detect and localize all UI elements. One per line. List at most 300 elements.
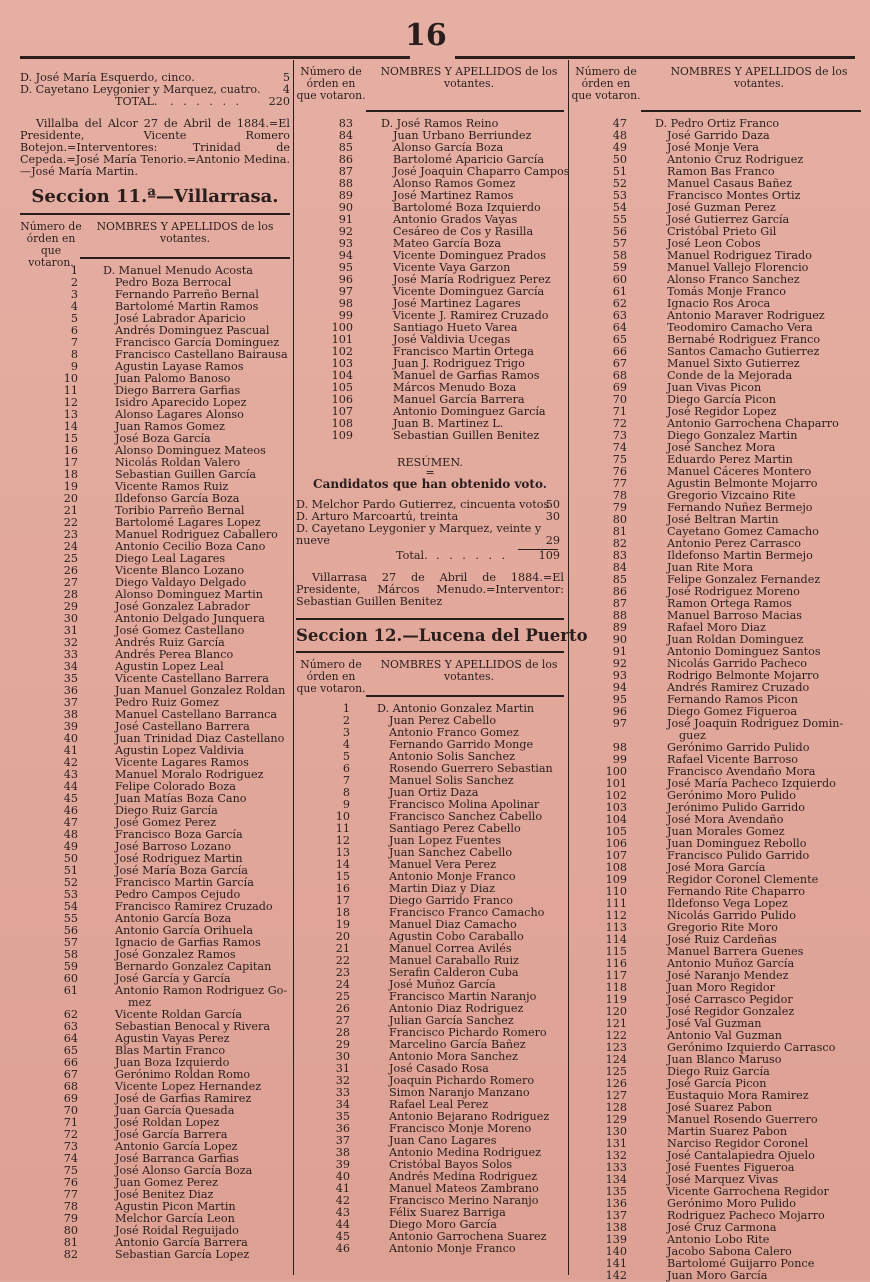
voter-name: Alonso Dominguez Mateos <box>115 444 266 457</box>
voter-order-number: 98 <box>338 297 353 310</box>
voter-name: Felipe Colorado Boza <box>115 780 236 793</box>
voter-order-number: 38 <box>335 1146 350 1159</box>
voter-order-number: 101 <box>605 777 627 790</box>
voter-name: Isidro Aparecido Lopez <box>115 396 247 409</box>
voter-name: Francisco Pichardo Romero <box>389 1026 547 1039</box>
voter-order-number: 90 <box>612 633 627 646</box>
voter-name: Vicente Lopez Hernandez <box>115 1080 262 1093</box>
voter-order-number: 131 <box>605 1137 627 1150</box>
voter-name: José Marquez Vivas <box>667 1173 779 1186</box>
voter-order-number: 92 <box>338 225 353 238</box>
voter-order-number: 63 <box>63 1020 78 1033</box>
voter-order-number: 126 <box>605 1077 627 1090</box>
voter-order-number: 69 <box>63 1092 78 1105</box>
voter-order-number: 17 <box>335 894 350 907</box>
voter-name: Alonso García Boza <box>393 141 504 154</box>
voter-name: Tomás Monje Franco <box>667 285 786 298</box>
voter-name: Sebastian Benocal y Rivera <box>115 1020 271 1033</box>
voter-order-number: 14 <box>63 420 78 433</box>
voter-order-number: 72 <box>63 1128 78 1141</box>
voter-name: Sebastian Guillen Benitez <box>393 429 540 442</box>
voter-order-number: 77 <box>63 1188 78 1201</box>
voter-name: José Joaquin Chaparro Campos <box>393 165 570 178</box>
voter-order-number: 142 <box>605 1269 627 1282</box>
voter-order-number: 122 <box>605 1029 627 1042</box>
voter-order-number: 53 <box>63 888 78 901</box>
voter-order-number: 7 <box>342 774 350 787</box>
voter-order-number: 68 <box>612 369 627 382</box>
voter-order-number: 138 <box>605 1221 627 1234</box>
voter-order-number: 18 <box>335 906 350 919</box>
voter-row <box>20 1249 290 1261</box>
voter-order-number: 10 <box>63 372 78 385</box>
voter-order-number: 20 <box>335 930 350 943</box>
candidate-votes: 29 <box>545 534 560 547</box>
voter-order-number: 109 <box>331 429 353 442</box>
header-order-number: Número de órden en que votaron. <box>571 65 641 102</box>
voter-name: Manuel Sixto Gutierrez <box>667 357 800 370</box>
voter-name: Francisco Castellano Bairausa <box>115 348 288 361</box>
voter-name: Juan Palomo Banoso <box>115 372 231 385</box>
voter-order-number: 136 <box>605 1197 627 1210</box>
voter-order-number: 91 <box>338 213 353 226</box>
voter-name: Andrés Dominguez Pascual <box>115 324 270 337</box>
candidate-text: nueve <box>296 534 330 547</box>
voter-order-number: 28 <box>335 1026 350 1039</box>
header-names: NOMBRES Y APELLIDOS de los votantes. <box>670 65 848 90</box>
voter-name: José Sanchez Mora <box>667 441 776 454</box>
voter-order-number: 26 <box>63 564 78 577</box>
voter-name: Francisco Avendaño Mora <box>667 765 816 778</box>
voter-order-number: 141 <box>605 1257 627 1270</box>
voter-order-number: 58 <box>612 249 627 262</box>
voter-order-number: 104 <box>605 813 627 826</box>
voter-name: Julian García Sanchez <box>389 1014 514 1027</box>
voter-name: Juan Morales Gomez <box>667 825 785 838</box>
voter-name: Nicolás Garrido Pulido <box>667 909 797 922</box>
voter-order-number: 120 <box>605 1005 627 1018</box>
voter-name: Francisco Montes Ortiz <box>667 189 801 202</box>
candidate-text: D. Cayetano Leygonier y Marquez, veinte y <box>296 522 542 535</box>
voter-name: Ramon Bas Franco <box>667 165 775 178</box>
voter-name: Juan Trinidad Diaz Castellano <box>115 732 285 745</box>
column-header <box>296 653 564 695</box>
voter-name: Antonio Lobo Rite <box>667 1233 770 1246</box>
voter-order-number: 23 <box>335 966 350 979</box>
voter-name: Rodriguez Pacheco Mojarro <box>667 1209 825 1222</box>
voter-name: Fernando Parreño Bernal <box>115 288 259 301</box>
voter-order-number: 30 <box>63 612 78 625</box>
voter-order-number: 61 <box>63 984 78 997</box>
voter-order-number: 23 <box>63 528 78 541</box>
voter-order-number: 59 <box>63 960 78 973</box>
voter-name: José Boza García <box>115 432 211 445</box>
voter-name: Diego Ruiz García <box>667 1065 770 1078</box>
voter-name: José Fuentes Figueroa <box>667 1161 795 1174</box>
candidate-text: D. Melchor Pardo Gutierrez, cincuenta votos <box>296 498 550 511</box>
voter-name: Manuel Correa Avilés <box>389 942 512 955</box>
voter-order-number: 123 <box>605 1041 627 1054</box>
voter-order-number: 20 <box>63 492 78 505</box>
column-header <box>20 215 290 269</box>
top-rule-left <box>20 56 410 59</box>
voter-order-number: 88 <box>338 177 353 190</box>
voter-name: Agustin Vayas Perez <box>115 1032 230 1045</box>
voter-order-number: 99 <box>612 753 627 766</box>
voter-order-number: 18 <box>63 468 78 481</box>
voter-name: Francisco Molina Apolinar <box>389 798 540 811</box>
voter-order-number: 107 <box>331 405 353 418</box>
voter-name: Bartolomé Guijarro Ponce <box>667 1257 815 1270</box>
voter-order-number: 9 <box>70 360 78 373</box>
voter-order-number: 56 <box>63 924 78 937</box>
voter-order-number: 58 <box>63 948 78 961</box>
voter-order-number: 41 <box>63 744 78 757</box>
voter-order-number: 22 <box>63 516 78 529</box>
voter-order-number: 66 <box>63 1056 78 1069</box>
voter-name: Ildefonso Vega Lopez <box>667 897 788 910</box>
voter-name: José María Rodriguez Perez <box>393 273 551 286</box>
voter-order-number: 79 <box>63 1212 78 1225</box>
voter-order-number: 12 <box>63 396 78 409</box>
column-header <box>571 60 861 110</box>
voter-name: Vicente Vaya Garzon <box>393 261 511 274</box>
voter-order-number: 40 <box>63 732 78 745</box>
voter-order-number: 125 <box>605 1065 627 1078</box>
voter-order-number: 3 <box>342 726 350 739</box>
voter-name: Sebastian García Lopez <box>115 1248 250 1261</box>
voter-name: Antonio Medina Rodriguez <box>389 1146 541 1159</box>
voter-name: Cristóbal Bayos Solos <box>389 1158 513 1171</box>
voter-name: Antonio Bejarano Rodriguez <box>389 1110 550 1123</box>
voter-order-number: 140 <box>605 1245 627 1258</box>
voter-name: Ramon Ortega Ramos <box>667 597 792 610</box>
voter-name: Juan Blanco Maruso <box>667 1053 782 1066</box>
voter-order-number: 2 <box>342 714 350 727</box>
voter-name: Manuel Solis Sanchez <box>389 774 514 787</box>
voter-name: José Leon Cobos <box>667 237 761 250</box>
voter-name: José Labrador Aparicio <box>115 312 246 325</box>
voter-name: Pedro Campos Cejudo <box>115 888 241 901</box>
voter-name: Antonio García Orihuela <box>115 924 253 937</box>
voter-order-number: 35 <box>335 1110 350 1123</box>
voter-name: Agustin Lopez Valdivia <box>115 744 245 757</box>
voter-name: José María Boza García <box>115 864 248 877</box>
voter-order-number: 9 <box>342 798 350 811</box>
voter-name: Márcos Menudo Boza <box>393 381 517 394</box>
voter-name: José Gonzalez Ramos <box>115 948 236 961</box>
voter-name: Juan Moro Regidor <box>667 981 775 994</box>
voter-order-number: 90 <box>338 201 353 214</box>
voter-order-number: 63 <box>612 309 627 322</box>
voter-order-number: 105 <box>331 381 353 394</box>
voter-order-number: 12 <box>335 834 350 847</box>
voter-order-number: 52 <box>612 177 627 190</box>
voter-order-number: 15 <box>335 870 350 883</box>
voter-order-number: 11 <box>335 822 350 835</box>
voter-order-number: 8 <box>70 348 78 361</box>
voter-order-number: 117 <box>605 969 627 982</box>
voter-order-number: 21 <box>335 942 350 955</box>
middle-column: Número de órden en que votaron. NOMBRES Y APELLIDOS de los votantes. 83 D. José Ramos Reino 84 Juan Urbano Berriundez 85 Alonso García Boza 86 Bartolomé Aparicio García 87 José Joaquin Chaparro Campos 88 Alonso Ramos Gomez 89 José Martinez Ramos 90 Bartolomé Boza Izquierdo 91 Antonio Grados Vayas 92 Cesáreo de Cos y Rasilla 93 Mateo García Boza 94 Vicente Dominguez Prados 95 Vicente Vaya Garzon 96 José María Rodriguez Perez 97 Vicente Dominguez García 98 José Martinez Lagares 99 Vicente J. Ramirez Cruzado 100 Santiago Hueto Varea 101 José Valdivia Ucegas 102 Francisco Martin Ortega 103 Juan J. Rodriguez Trigo 104 Manuel de Garfias Ramos 105 Márcos Menudo Boza 106 Manuel García Barrera 107 Antonio Dominguez García 108 Juan B. Martinez L. 109 Sebastian Guillen Benitez RESÚMEN. = Candidatos que han obtenido voto. D. Melchor Pardo Gutierrez, cincuenta votos 50 D. Arturo Marcoartú, treinta 30 D. Cayetano Leygonier y Marquez, veinte y nueve 29 Total. . . . . . . 109 Villarrasa 27 de Abril de 1884.=El Presidente, Márcos Menudo.=Interventor: Sebastian Guillen Benitez Seccion 12.—Lucena del Puerto Número de órden en que votaron. NOMBRES Y APELLIDOS de los votantes. 1 D. Antonio Gonzalez Martin 2 Juan Perez Cabello 3 Antonio Franco Gomez 4 Fernando Garrido Monge 5 Antonio Solis Sanchez 6 Rosendo Guerrero Sebastian 7 Manuel Solis Sanchez 8 Juan Ortiz Daza 9 Francisco Molina Apolinar 10 Francisco Sanchez Cabello 11 Santiago Perez Cabello 12 Juan Lopez Fuentes 13 Juan Sanchez Cabello 14 Manuel Vera Perez 15 Antonio Monje Franco 16 Martin Diaz y Diaz 17 Diego Garrido Franco 18 Francisco Franco Camacho 19 Manuel Diaz Camacho 20 Agustin Cobo Caraballo 21 Manuel Correa Avilés 22 Manuel Caraballo Ruiz 23 Serafin Calderon Cuba 24 José Muñoz García 25 Francisco Martin Naranjo 26 Antonio Diaz Rodriguez 27 Julian García Sanchez 28 Francisco Pichardo Romero 29 Marcelino García Bañez 30 Antonio Mora Sanchez 31 José Casado Rosa 32 Joaquin Pichardo Romero 33 Simon Naranjo Manzano 34 Rafael Leal Perez 35 Antonio Bejarano Rodriguez 36 Francisco Monje Moreno 37 Juan Cano Lagares 38 Antonio Medina Rodriguez 39 Cristóbal Bayos Solos 40 Andrés Medina Rodriguez 41 Manuel Mateos Zambrano 42 Francisco Merino Naranjo 43 Félix Suarez Barriga 44 Diego Moro García 45 Antonio Garrochena Suarez 46 Antonio Monje Franco <box>296 60 564 1255</box>
voter-order-number: 48 <box>612 129 627 142</box>
voter-order-number: 87 <box>338 165 353 178</box>
voter-name: Pedro Boza Berrocal <box>115 276 232 289</box>
voter-name: José Gomez Castellano <box>115 624 245 637</box>
voter-name: Bartolomé Lagares Lopez <box>115 516 261 529</box>
candidate-votes: 4 <box>282 83 290 96</box>
voter-name: José Martinez Lagares <box>393 297 521 310</box>
voter-name: José Mora García <box>667 861 766 874</box>
voter-order-number: 43 <box>335 1206 350 1219</box>
voter-order-number: 75 <box>63 1164 78 1177</box>
voter-name: Antonio García Barrera <box>115 1236 248 1249</box>
voter-order-number: 1 <box>342 702 350 715</box>
voter-name: Eduardo Perez Martin <box>667 453 793 466</box>
voter-name: Fernando Nuñez Bermejo <box>667 501 813 514</box>
voter-name: José Cruz Carmona <box>667 1221 777 1234</box>
voter-order-number: 67 <box>612 357 627 370</box>
voter-name: Juan J. Rodriguez Trigo <box>393 357 525 370</box>
voter-name: Alonso Lagares Alonso <box>115 408 244 421</box>
voter-order-number: 115 <box>605 945 627 958</box>
voter-list <box>571 118 861 1282</box>
candidate-votes: 5 <box>282 71 290 84</box>
voter-name: Félix Suarez Barriga <box>389 1206 506 1219</box>
voter-name: Juan Cano Lagares <box>389 1134 497 1147</box>
candidates-total-value: 109 <box>538 549 560 562</box>
voter-name: José Barranca Garfias <box>115 1152 239 1165</box>
voter-name: José Martinez Ramos <box>393 189 514 202</box>
voter-name: Juan García Quesada <box>115 1104 235 1117</box>
voter-name: Andrés Ramirez Cruzado <box>667 681 810 694</box>
voter-name: Diego Ruiz García <box>115 804 218 817</box>
voter-order-number: 38 <box>63 708 78 721</box>
voter-name: Bartolomé Martin Ramos <box>115 300 259 313</box>
voter-name: José Valdivia Ucegas <box>393 333 511 346</box>
voter-name: José Rodriguez Martin <box>115 852 243 865</box>
voter-name: Manuel Diaz Camacho <box>389 918 517 931</box>
voter-order-number: 83 <box>338 117 353 130</box>
voter-order-number: 4 <box>70 300 78 313</box>
voter-list <box>296 117 570 442</box>
header-names: NOMBRES Y APELLIDOS de los votantes. <box>380 658 558 683</box>
voter-order-number: 107 <box>605 849 627 862</box>
voter-order-number: 103 <box>331 357 353 370</box>
voter-order-number: 114 <box>605 933 627 946</box>
voter-name: Serafin Calderon Cuba <box>389 966 519 979</box>
voter-name: Agustin Lopez Leal <box>115 660 224 673</box>
voter-order-number: 97 <box>338 285 353 298</box>
voter-name: José Castellano Barrera <box>115 720 250 733</box>
voter-name: José Beltran Martin <box>667 513 779 526</box>
voter-name: Cristóbal Prieto Gil <box>667 225 777 238</box>
voter-order-number: 19 <box>63 480 78 493</box>
voter-order-number: 42 <box>63 756 78 769</box>
voter-row <box>296 1243 564 1255</box>
voter-name: Cayetano Gomez Camacho <box>667 525 819 538</box>
voter-name: Juan Rite Mora <box>667 561 754 574</box>
voter-order-number: 72 <box>612 417 627 430</box>
voter-order-number: 46 <box>335 1242 350 1255</box>
voter-name: Martin Suarez Pabon <box>667 1125 788 1138</box>
voter-name: Nicolás Roldan Valero <box>115 456 241 469</box>
voter-name: Juan Perez Cabello <box>389 714 497 727</box>
voter-name: Felipe Gonzalez Fernandez <box>667 573 821 586</box>
voter-order-number: 85 <box>612 573 627 586</box>
voter-order-number: 62 <box>612 297 627 310</box>
voter-order-number: 28 <box>63 588 78 601</box>
voter-row <box>571 718 861 730</box>
voter-order-number: 48 <box>63 828 78 841</box>
voter-name: Antonio Perez Carrasco <box>667 537 801 550</box>
voter-order-number: 130 <box>605 1125 627 1138</box>
voter-order-number: 100 <box>605 765 627 778</box>
voter-order-number: 75 <box>612 453 627 466</box>
voter-order-number: 25 <box>63 552 78 565</box>
header-order-number: Número de órden en que votaron. <box>20 220 82 269</box>
voter-row <box>296 430 564 442</box>
candidate-name: D. Cayetano Leygonier y Marquez, cuatro. <box>20 83 261 96</box>
voter-name: Manuel Vallejo Florencio <box>667 261 809 274</box>
voter-order-number: 80 <box>63 1224 78 1237</box>
voter-name: Antonio Delgado Junquera <box>115 612 265 625</box>
voter-order-number: 70 <box>612 393 627 406</box>
voter-order-number: 84 <box>338 129 353 142</box>
voter-name: Francisco Franco Camacho <box>389 906 545 919</box>
voter-name: Diego Gonzalez Martin <box>667 429 798 442</box>
voter-order-number: 46 <box>63 804 78 817</box>
voter-order-number: 52 <box>63 876 78 889</box>
voter-order-number: 95 <box>612 693 627 706</box>
voter-order-number: 40 <box>335 1170 350 1183</box>
voter-order-number: 27 <box>63 576 78 589</box>
voter-name: Manuel García Barrera <box>393 393 525 406</box>
voter-name: Diego García Picon <box>667 393 776 406</box>
header-order-number: Número de órden en que votaron. <box>296 65 366 102</box>
voter-name: José Muñoz García <box>389 978 496 991</box>
voter-order-number: 47 <box>612 117 627 130</box>
voter-name: Agustin Belmonte Mojarro <box>667 477 818 490</box>
voter-name: Ignacio de Garfias Ramos <box>115 936 261 949</box>
voter-name: Antonio Monje Franco <box>389 870 516 883</box>
voter-name: D. José Ramos Reino <box>381 117 499 130</box>
voter-order-number: 29 <box>63 600 78 613</box>
voter-name: Agustin Cobo Caraballo <box>389 930 524 943</box>
voter-name: Vicente Lagares Ramos <box>115 756 249 769</box>
voter-name: Manuel Barrera Guenes <box>667 945 804 958</box>
voter-order-number: 74 <box>612 441 627 454</box>
voter-name: Antonio Grados Vayas <box>393 213 518 226</box>
voter-name: Antonio Maraver Rodriguez <box>667 309 825 322</box>
voter-name: José Rodriguez Moreno <box>667 585 800 598</box>
voter-name: Teodomiro Camacho Vera <box>667 321 813 334</box>
voter-order-number: 95 <box>338 261 353 274</box>
voter-order-number: 74 <box>63 1152 78 1165</box>
voter-order-number: 106 <box>331 393 353 406</box>
voter-name: Antonio Dominguez Santos <box>667 645 821 658</box>
continued-vote-list <box>20 72 290 96</box>
voter-order-number: 24 <box>335 978 350 991</box>
voter-order-number: 83 <box>612 549 627 562</box>
voter-name: Diego Valdayo Delgado <box>115 576 247 589</box>
voter-order-number: 124 <box>605 1053 627 1066</box>
voter-name: Francisco Ramirez Cruzado <box>115 900 273 913</box>
voter-name: Vicente Garrochena Regidor <box>667 1185 829 1198</box>
voter-name: Pedro Ruiz Gomez <box>115 696 219 709</box>
voter-name: Joaquin Pichardo Romero <box>389 1074 535 1087</box>
voter-name: Juan Matías Boza Cano <box>115 792 247 805</box>
voter-name: José de Garfias Ramirez <box>115 1092 252 1105</box>
voter-name: Simon Naranjo Manzano <box>389 1086 530 1099</box>
voter-name: Manuel Rosendo Guerrero <box>667 1113 818 1126</box>
voter-order-number: 21 <box>63 504 78 517</box>
voter-order-number: 77 <box>612 477 627 490</box>
voter-name: Manuel Moralo Rodriguez <box>115 768 264 781</box>
voter-name: Jacobo Sabona Calero <box>667 1245 792 1258</box>
voter-name: Martin Diaz y Diaz <box>389 882 495 895</box>
voter-name: Gregorio Vizcaino Rite <box>667 489 796 502</box>
voter-order-number: 121 <box>605 1017 627 1030</box>
voter-name: Bernabé Rodriguez Franco <box>667 333 821 346</box>
candidates-total-label: Total. <box>396 549 428 562</box>
voter-name: Manuel Rodriguez Tirado <box>667 249 812 262</box>
voter-name: Diego Gomez Figueroa <box>667 705 798 718</box>
voter-name: Toribio Parreño Bernal <box>115 504 245 517</box>
voter-name: José Carrasco Pegidor <box>667 993 793 1006</box>
voter-name: Francisco García Dominguez <box>115 336 280 349</box>
voter-name: Fernando Ramos Picon <box>667 693 798 706</box>
voter-name: Antonio Dominguez García <box>393 405 546 418</box>
voter-name: Manuel Cáceres Montero <box>667 465 812 478</box>
voter-name: Gerónimo Roldan Romo <box>115 1068 251 1081</box>
voter-order-number: 57 <box>612 237 627 250</box>
voter-order-number: 53 <box>612 189 627 202</box>
voter-name: Manuel Mateos Zambrano <box>389 1182 539 1195</box>
voter-order-number: 30 <box>335 1050 350 1063</box>
voter-order-number: 112 <box>605 909 627 922</box>
voter-name: Antonio Cecilio Boza Cano <box>115 540 266 553</box>
section-title: Seccion 12.—Lucena del Puerto <box>296 626 588 645</box>
voter-name: Francisco Pulido Garrido <box>667 849 810 862</box>
voter-order-number: 34 <box>335 1098 350 1111</box>
voter-row <box>20 985 290 997</box>
voter-order-number: 32 <box>63 636 78 649</box>
voter-name: Juan Ramos Gomez <box>115 420 225 433</box>
column-divider <box>568 60 569 1275</box>
voter-order-number: 102 <box>331 345 353 358</box>
voter-name: Fernando Garrido Monge <box>389 738 534 751</box>
voter-name: Agustin Picon Martin <box>115 1200 236 1213</box>
voter-name: Juan Ortiz Daza <box>389 786 479 799</box>
voter-order-number: 45 <box>335 1230 350 1243</box>
voter-order-number: 11 <box>63 384 78 397</box>
voter-name: Andrés Perea Blanco <box>115 648 234 661</box>
voter-order-number: 119 <box>605 993 627 1006</box>
voter-name: José Ruiz Cardeñas <box>667 933 777 946</box>
voter-order-number: 50 <box>63 852 78 865</box>
voter-name: Antonio Monje Franco <box>389 1242 516 1255</box>
voter-name: Vicente Castellano Barrera <box>115 672 269 685</box>
voter-order-number: 91 <box>612 645 627 658</box>
voter-name: Juan B. Martinez L. <box>393 417 504 430</box>
voter-name: Juan Roldan Dominguez <box>667 633 804 646</box>
voter-order-number: 31 <box>335 1062 350 1075</box>
voter-order-number: 97 <box>612 717 627 730</box>
voter-order-number: 137 <box>605 1209 627 1222</box>
voter-name: Eustaquio Mora Ramirez <box>667 1089 809 1102</box>
voter-name: Antonio Garrochena Chaparro <box>667 417 839 430</box>
